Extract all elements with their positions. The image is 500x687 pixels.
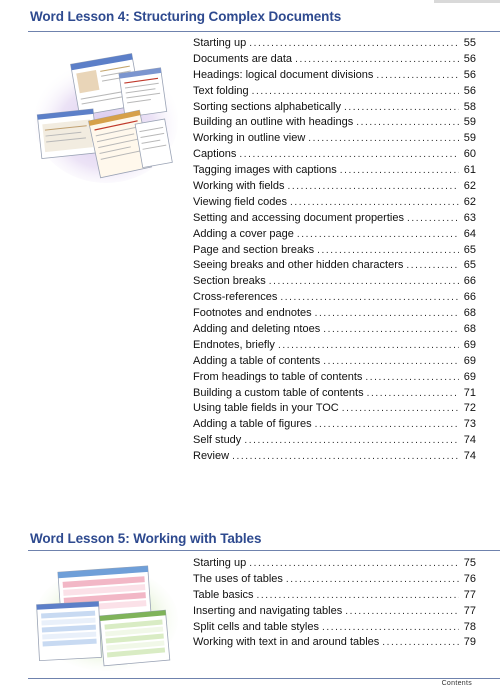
toc-entry-page: 69 [463, 354, 476, 367]
toc-entry-page: 66 [463, 291, 476, 304]
toc-entry[interactable] [193, 433, 476, 449]
toc-entry-page: 76 [463, 572, 476, 585]
toc-entry-page: 71 [463, 386, 476, 399]
toc-entry-page: 60 [463, 148, 476, 161]
toc-entry[interactable] [193, 84, 476, 100]
toc-entry-page: 64 [463, 227, 476, 240]
toc-leader-dots [340, 163, 459, 179]
toc-leader-dots [342, 401, 459, 417]
toc-leader-dots [252, 84, 459, 100]
toc-entry-title: Setting and accessing document properties [193, 211, 404, 224]
toc-entry-page: 77 [463, 604, 476, 617]
toc-entry-title: Table basics [193, 588, 254, 601]
toc-entry[interactable] [193, 556, 476, 572]
toc-entry[interactable] [193, 354, 476, 370]
lesson-5-heading: Word Lesson 5: Working with Tables [30, 531, 262, 546]
toc-leader-dots [269, 274, 459, 290]
toc-entry-title: Working in outline view [193, 132, 306, 145]
toc-entry-title: Tagging images with captions [193, 164, 337, 177]
toc-entry-title: Seeing breaks and other hidden characters [193, 259, 404, 272]
lesson-5-heading-rule [28, 550, 500, 551]
toc-entry-title: Starting up [193, 557, 247, 569]
toc-leader-dots [297, 227, 459, 243]
toc-entry-page: 74 [463, 450, 476, 463]
toc-entry-page: 72 [463, 402, 476, 415]
toc-entry-title: Documents are data [193, 52, 293, 65]
toc-entry[interactable] [193, 370, 476, 386]
toc-entry[interactable] [193, 386, 476, 402]
toc-entry-title: Adding a table of contents [193, 354, 321, 367]
toc-entry[interactable] [193, 179, 476, 195]
toc-leader-dots [278, 338, 459, 354]
toc-entry-page: 65 [463, 259, 476, 272]
toc-entry-title: Review [193, 450, 230, 463]
toc-entry-page: 56 [463, 84, 476, 97]
toc-leader-dots [376, 68, 459, 84]
toc-entry[interactable] [193, 211, 476, 227]
document-windows-collage-icon [30, 49, 180, 189]
toc-entry-title: Starting up [193, 37, 247, 49]
toc-entry[interactable] [193, 572, 476, 588]
top-edge-accent [434, 0, 500, 3]
toc-entry-page: 59 [463, 132, 476, 145]
toc-entry[interactable] [193, 417, 476, 433]
toc-leader-dots [286, 572, 459, 588]
toc-leader-dots [322, 620, 459, 636]
toc-entry-page: 69 [463, 338, 476, 351]
toc-entry-title: Page and section breaks [193, 243, 315, 256]
toc-entry-page: 65 [463, 243, 476, 256]
toc-leader-dots [382, 635, 459, 651]
toc-entry[interactable] [193, 449, 476, 465]
toc-entry-title: Text folding [193, 84, 249, 97]
toc-entry-page: 73 [463, 418, 476, 431]
toc-entry[interactable] [193, 290, 476, 306]
toc-entry-title: Adding a cover page [193, 227, 294, 240]
toc-entry[interactable] [193, 258, 476, 274]
toc-entry[interactable] [193, 401, 476, 417]
lesson-4-toc [193, 36, 476, 465]
toc-leader-dots [288, 179, 460, 195]
toc-entry-title: Using table fields in your TOC [193, 402, 339, 415]
toc-entry-page: 56 [463, 68, 476, 81]
toc-leader-dots [323, 354, 459, 370]
toc-leader-dots [244, 433, 459, 449]
toc-entry-title: Adding and deleting ntoes [193, 323, 321, 336]
toc-entry[interactable] [193, 163, 476, 179]
toc-leader-dots [315, 306, 459, 322]
toc-entry[interactable] [193, 338, 476, 354]
toc-entry[interactable] [193, 68, 476, 84]
toc-entry-page: 79 [463, 636, 476, 649]
toc-entry-page: 75 [463, 557, 476, 569]
toc-entry[interactable] [193, 243, 476, 259]
toc-leader-dots [239, 147, 459, 163]
toc-entry-title: Self study [193, 434, 242, 447]
toc-entry-title: Endnotes, briefly [193, 338, 275, 351]
lesson-4-heading: Word Lesson 4: Structuring Complex Documents [30, 9, 342, 24]
toc-entry[interactable] [193, 274, 476, 290]
toc-entry-title: Inserting and navigating tables [193, 604, 343, 617]
toc-entry-title: Captions [193, 148, 237, 161]
toc-entry[interactable] [193, 635, 476, 651]
footer-label: Contents [441, 680, 472, 687]
toc-entry[interactable] [193, 147, 476, 163]
toc-entry[interactable] [193, 36, 476, 52]
toc-leader-dots [323, 322, 459, 338]
toc-entry[interactable] [193, 52, 476, 68]
toc-leader-dots [308, 131, 459, 147]
table-windows-collage-icon [30, 561, 180, 676]
toc-entry-title: The uses of tables [193, 572, 283, 585]
toc-leader-dots [249, 36, 459, 52]
toc-leader-dots [290, 195, 459, 211]
toc-entry-title: Viewing field codes [193, 195, 287, 208]
toc-entry-page: 62 [463, 180, 476, 193]
toc-leader-dots [232, 449, 459, 465]
toc-entry-title: Split cells and table styles [193, 620, 319, 633]
toc-entry-title: Building a custom table of contents [193, 386, 364, 399]
toc-entry-page: 58 [463, 100, 476, 113]
footer-rule [28, 678, 500, 679]
toc-entry-page: 62 [463, 195, 476, 208]
toc-entry-title: Working with fields [193, 180, 285, 193]
toc-entry-page: 78 [463, 620, 476, 633]
toc-entry[interactable] [193, 588, 476, 604]
toc-entry[interactable] [193, 115, 476, 131]
toc-leader-dots [365, 370, 459, 386]
toc-entry-title: Cross-references [193, 291, 278, 304]
toc-entry-title: Adding a table of figures [193, 418, 312, 431]
toc-entry-title: Footnotes and endnotes [193, 307, 312, 320]
toc-entry-page: 68 [463, 307, 476, 320]
toc-entry-page: 77 [463, 588, 476, 601]
toc-entry-title: Section breaks [193, 275, 266, 288]
toc-entry-page: 61 [463, 164, 476, 177]
toc-entry-page: 59 [463, 116, 476, 129]
toc-leader-dots [345, 604, 459, 620]
toc-entry-page: 56 [463, 52, 476, 65]
toc-leader-dots [344, 100, 459, 116]
toc-entry[interactable] [193, 306, 476, 322]
toc-leader-dots [407, 211, 459, 227]
toc-entry-title: Working with text in and around tables [193, 636, 380, 649]
toc-leader-dots [280, 290, 459, 306]
toc-entry[interactable] [193, 195, 476, 211]
toc-leader-dots [249, 556, 459, 572]
toc-entry[interactable] [193, 100, 476, 116]
toc-entry-page: 74 [463, 434, 476, 447]
lesson-5-toc [193, 556, 476, 651]
toc-leader-dots [295, 52, 459, 68]
toc-entry-page: 55 [463, 37, 476, 49]
toc-leader-dots [315, 417, 459, 433]
toc-entry-title: Headings: logical document divisions [193, 68, 374, 81]
toc-entry[interactable] [193, 227, 476, 243]
toc-entry[interactable] [193, 131, 476, 147]
toc-leader-dots [317, 243, 459, 259]
toc-leader-dots [367, 386, 459, 402]
toc-leader-dots [257, 588, 459, 604]
toc-entry-title: Sorting sections alphabetically [193, 100, 341, 113]
toc-entry[interactable] [193, 604, 476, 620]
toc-entry-page: 69 [463, 370, 476, 383]
toc-entry-page: 66 [463, 275, 476, 288]
toc-leader-dots [356, 115, 459, 131]
toc-entry-page: 68 [463, 323, 476, 336]
toc-entry-page: 63 [463, 211, 476, 224]
toc-entry[interactable] [193, 620, 476, 636]
toc-entry-title: From headings to table of contents [193, 370, 363, 383]
toc-entry-title: Building an outline with headings [193, 116, 354, 129]
lesson-4-heading-rule [28, 31, 500, 32]
toc-entry[interactable] [193, 322, 476, 338]
toc-leader-dots [406, 258, 459, 274]
